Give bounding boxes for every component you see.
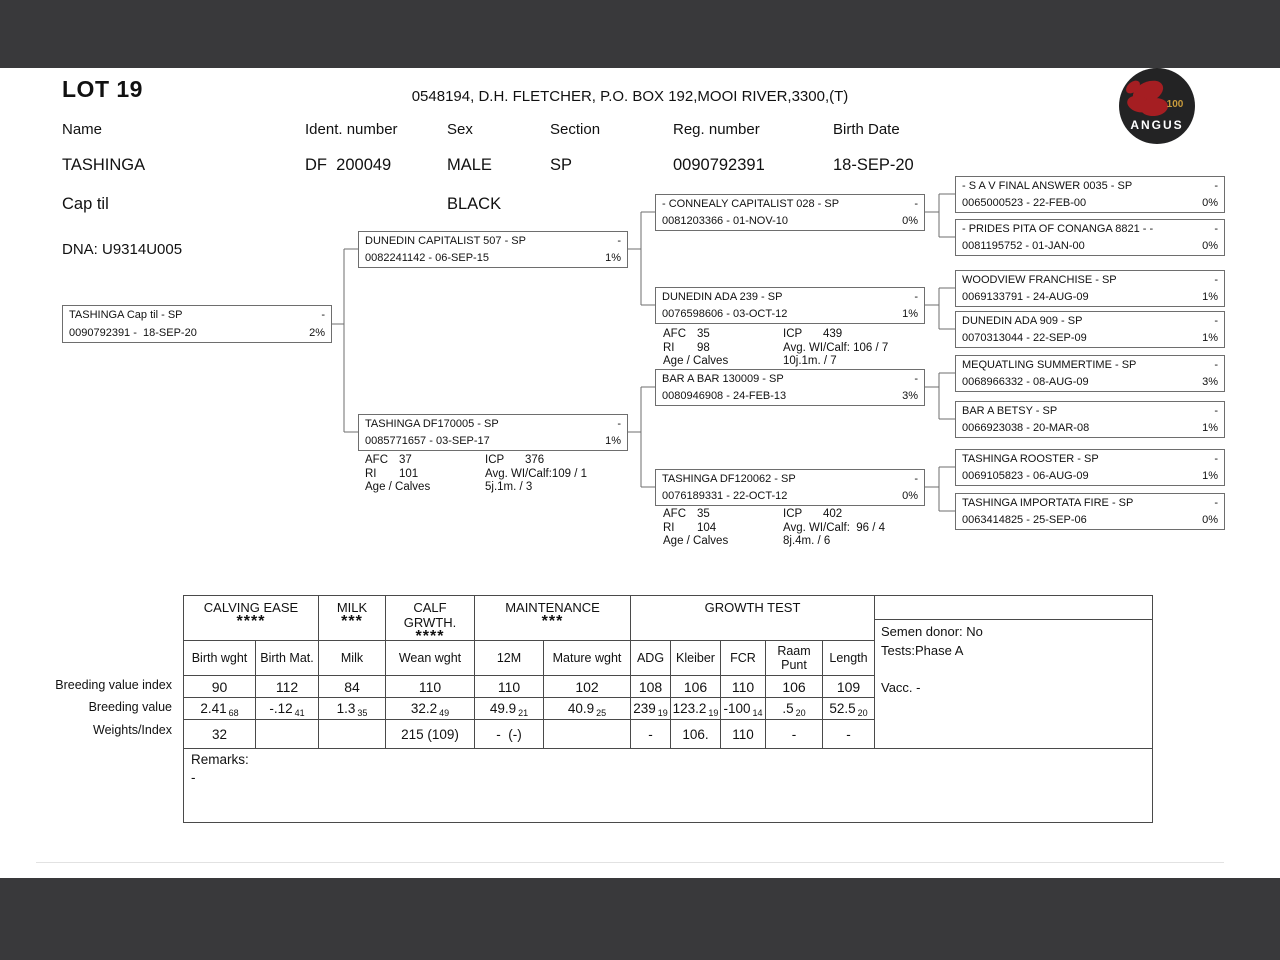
- bv-value-cell: 32.2 49: [386, 698, 475, 720]
- afc-label: AFC: [663, 508, 686, 520]
- pedigree-pct: 3%: [1202, 376, 1218, 388]
- value-name-second-line: Cap til: [62, 195, 109, 213]
- pedigree-reg-date: 0065000523 - 22-FEB-00: [962, 197, 1087, 209]
- bv-index-cell: 109: [823, 676, 875, 698]
- dna-line: DNA: U9314U005: [62, 241, 183, 258]
- afc-value: 35: [697, 508, 710, 520]
- row-label-breeding-value: Breeding value: [88, 700, 172, 714]
- pedigree-flag: -: [617, 235, 621, 247]
- pedigree-flag: -: [1214, 359, 1218, 371]
- bottom-bar: [0, 878, 1280, 960]
- remarks-value: -: [191, 770, 196, 785]
- label-sex: Sex: [447, 121, 473, 138]
- pedigree-box-ggp-2: [955, 219, 1225, 256]
- group-label: MAINTENANCE: [505, 600, 600, 615]
- tests: Tests:Phase A: [881, 643, 964, 658]
- ri-value: 104: [697, 521, 717, 534]
- pedigree-reg-date: 0070313044 - 22-SEP-09: [962, 332, 1087, 344]
- lot-title: LOT 19: [62, 76, 143, 102]
- label-reg-number: Reg. number: [673, 121, 760, 138]
- col-header-fcr: FCR: [721, 641, 766, 676]
- ri-label: RI: [663, 341, 675, 354]
- group-growth-test: [631, 596, 875, 641]
- pedigree-reg-date: 0082241142 - 06-SEP-15: [365, 252, 489, 264]
- pedigree-reg-date: 0076189331 - 22-OCT-12: [662, 490, 788, 502]
- bv-index-cell: 106: [671, 676, 721, 698]
- pedigree-name: TASHINGA DF120062 - SP: [662, 473, 796, 485]
- group-stars: ****: [415, 628, 445, 645]
- ri-label: RI: [663, 521, 675, 534]
- avg-wi-calf-value: 96 / 4: [849, 521, 886, 534]
- col-header-milk: Milk: [319, 641, 386, 676]
- bv-index-cell: 84: [319, 676, 386, 698]
- weights-cell: [319, 720, 386, 748]
- pedigree-pct: 0%: [1202, 514, 1218, 526]
- logo-brand-text: ANGUS: [1130, 118, 1184, 132]
- weights-cell: -: [823, 720, 875, 748]
- weights-cell: 106.: [671, 720, 721, 748]
- weights-cell: 110: [721, 720, 766, 748]
- icp-value: 402: [823, 508, 843, 520]
- pedigree-pct: 0%: [902, 215, 918, 227]
- bv-value-cell: 123.2 19: [671, 698, 721, 720]
- weights-cell: -: [766, 720, 823, 748]
- weights-cell: 215 (109): [386, 720, 475, 748]
- pedigree-flag: -: [1214, 180, 1218, 192]
- pedigree-name: BAR A BAR 130009 - SP: [662, 373, 784, 385]
- afc-label: AFC: [365, 454, 388, 466]
- pedigree-reg-date: 0090792391 - 18-SEP-20: [69, 327, 197, 339]
- pedigree-box-sire: [358, 231, 628, 268]
- pedigree-box-subject: [62, 305, 332, 343]
- pedigree-name: DUNEDIN ADA 909 - SP: [962, 315, 1083, 327]
- group-milk: [319, 596, 386, 641]
- label-name: Name: [62, 121, 103, 138]
- weights-cell: 32: [184, 720, 256, 748]
- bv-index-cell: 110: [721, 676, 766, 698]
- pedigree-box-ggp-3: [955, 270, 1225, 307]
- row-label-breeding-value-index: Breeding value index: [55, 678, 172, 692]
- col-header-kleiber: Kleiber: [671, 641, 721, 676]
- icp-value: 376: [525, 454, 545, 466]
- bv-index-cell: 106: [766, 676, 823, 698]
- pedigree-box-ggp-8: [955, 493, 1225, 530]
- pedigree-name: - S A V FINAL ANSWER 0035 - SP: [962, 180, 1133, 192]
- group-label: CALVING EASE: [203, 600, 299, 615]
- pedigree-box-ggp-1: [955, 176, 1225, 213]
- pedigree-flag: -: [617, 418, 621, 430]
- pedigree-pct: 1%: [902, 308, 918, 320]
- col-header-birth-mat: Birth Mat.: [256, 641, 319, 676]
- group-maintenance: [475, 596, 631, 641]
- avg-wi-calf-label: Avg. WI/Calf:: [485, 467, 552, 480]
- pedigree-flag: -: [1214, 274, 1218, 286]
- avg-wi-calf-label: Avg. WI/Calf:: [783, 341, 850, 354]
- bv-index-cell: 110: [386, 676, 475, 698]
- pedigree-name: BAR A BETSY - SP: [962, 405, 1058, 417]
- angus-logo: [1118, 67, 1196, 145]
- avg-wi-calf-value: 106 / 7: [849, 341, 889, 354]
- bv-index-cell: 112: [256, 676, 319, 698]
- pedigree-flag: -: [914, 473, 918, 485]
- pedigree-name: WOODVIEW FRANCHISE - SP: [962, 274, 1117, 286]
- pedigree-reg-date: 0068966332 - 08-AUG-09: [962, 376, 1089, 388]
- top-bar: [0, 0, 1280, 68]
- vaccination: Vacc. -: [881, 680, 921, 695]
- pedigree-name: TASHINGA ROOSTER - SP: [962, 453, 1099, 465]
- group-label: GROWTH TEST: [704, 600, 801, 615]
- weights-cell: [544, 720, 631, 748]
- age-calves-value: 8j.4m. / 6: [783, 535, 831, 547]
- accuracy: 41: [294, 707, 305, 718]
- age-calves-label: Age / Calves: [365, 481, 431, 493]
- accuracy: 25: [596, 707, 607, 718]
- col-header-raam-punt: Raam Punt: [766, 641, 823, 676]
- pedigree-box-ggp-4: [955, 311, 1225, 348]
- bv-value-cell: 52.5 20: [823, 698, 875, 720]
- weights-cell: [256, 720, 319, 748]
- pedigree-box-sires-sire: [655, 194, 925, 231]
- accuracy: 35: [357, 707, 368, 718]
- pedigree-flag: -: [1214, 497, 1218, 509]
- bv-grid: [184, 641, 875, 748]
- weights-cell: -: [631, 720, 671, 748]
- breeding-values-table: [183, 595, 1153, 823]
- col-header-12m: 12M: [475, 641, 544, 676]
- bv-value-cell: 49.9 21: [475, 698, 544, 720]
- pedigree-reg-date: 0076598606 - 03-OCT-12: [662, 308, 788, 320]
- pedigree-flag: -: [1214, 453, 1218, 465]
- label-birth-date: Birth Date: [833, 121, 900, 138]
- pedigree-pct: 2%: [309, 327, 325, 339]
- accuracy: 14: [752, 707, 763, 718]
- pedigree-flag: -: [914, 291, 918, 303]
- pedigree-reg-date: 0080946908 - 24-FEB-13: [662, 390, 787, 402]
- age-calves-value: 5j.1m. / 3: [485, 481, 533, 493]
- col-header-birth-wght: Birth wght: [184, 641, 256, 676]
- value-section: SP: [550, 156, 573, 174]
- accuracy: 19: [708, 707, 719, 718]
- semen-donor: Semen donor: No: [881, 624, 983, 639]
- pedigree-name: TASHINGA IMPORTATA FIRE - SP: [962, 497, 1134, 509]
- value-colour: BLACK: [447, 195, 502, 213]
- group-stars: ***: [541, 613, 564, 630]
- avg-wi-calf-value: 109 / 1: [551, 467, 588, 480]
- pedigree-name: DUNEDIN CAPITALIST 507 - SP: [365, 235, 526, 247]
- value-ident-number: DF 200049: [305, 156, 392, 174]
- bv-value-cell: 40.9 25: [544, 698, 631, 720]
- accuracy: 21: [518, 707, 529, 718]
- age-calves-label: Age / Calves: [663, 535, 729, 547]
- pedigree-reg-date: 0085771657 - 03-SEP-17: [365, 435, 490, 447]
- value-sex: MALE: [447, 156, 492, 174]
- icp-label: ICP: [783, 328, 803, 340]
- pedigree-box-ggp-5: [955, 355, 1225, 392]
- value-reg-number: 0090792391: [673, 156, 765, 174]
- pedigree-name: TASHINGA DF170005 - SP: [365, 418, 499, 430]
- logo-years-text: 100: [1166, 99, 1184, 110]
- pedigree-reg-date: 0066923038 - 20-MAR-08: [962, 422, 1090, 434]
- accuracy: 68: [228, 707, 239, 718]
- dams-dam-fertility-stats: [663, 508, 885, 549]
- pedigree-pct: 3%: [902, 390, 918, 402]
- bv-value-cell: 1.3 35: [319, 698, 386, 720]
- pedigree-reg-date: 0081203366 - 01-NOV-10: [662, 215, 788, 227]
- footer-divider: [36, 862, 1224, 863]
- pedigree-name: TASHINGA Cap til - SP: [69, 309, 183, 321]
- pedigree-flag: -: [321, 309, 325, 321]
- bv-index-cell: 102: [544, 676, 631, 698]
- value-birth-date: 18-SEP-20: [833, 156, 914, 174]
- ri-value: 101: [399, 467, 419, 480]
- pedigree-flag: -: [1214, 223, 1218, 235]
- accuracy: 20: [795, 707, 806, 718]
- group-label: MILK: [336, 600, 368, 615]
- pedigree-box-dam: [358, 414, 628, 451]
- bv-index-cell: 108: [631, 676, 671, 698]
- pedigree-flag: -: [914, 373, 918, 385]
- pedigree-flag: -: [1214, 405, 1218, 417]
- pedigree-pct: 0%: [1202, 240, 1218, 252]
- col-header-wean-wght: Wean wght: [386, 641, 475, 676]
- accuracy: 19: [657, 707, 668, 718]
- pedigree-flag: -: [914, 198, 918, 210]
- breeder-line: 0548194, D.H. FLETCHER, P.O. BOX 192,MOOI RIVER,3300,(T): [411, 88, 849, 105]
- remarks-section: [184, 748, 1152, 822]
- bv-index-cell: 110: [475, 676, 544, 698]
- dam-fertility-stats: [365, 454, 587, 495]
- info-divider: [875, 619, 1152, 620]
- weights-cell: - (-): [475, 720, 544, 748]
- pedigree-pct: 1%: [1202, 291, 1218, 303]
- pedigree-pct: 1%: [1202, 422, 1218, 434]
- pedigree-name: MEQUATLING SUMMERTIME - SP: [962, 359, 1137, 371]
- group-calving-ease: [184, 596, 319, 641]
- ri-label: RI: [365, 467, 377, 480]
- age-calves-value: 10j.1m. / 7: [783, 355, 837, 367]
- afc-label: AFC: [663, 328, 686, 340]
- afc-value: 37: [399, 454, 412, 466]
- pedigree-box-ggp-7: [955, 449, 1225, 486]
- pedigree-flag: -: [1214, 315, 1218, 327]
- pedigree-box-dams-dam: [655, 469, 925, 506]
- group-stars: ****: [236, 613, 266, 630]
- pedigree-box-ggp-6: [955, 401, 1225, 438]
- label-section: Section: [550, 121, 601, 138]
- pedigree-pct: 1%: [605, 252, 621, 264]
- age-calves-label: Age / Calves: [663, 355, 729, 367]
- bv-value-cell: -100 14: [721, 698, 766, 720]
- col-header-adg: ADG: [631, 641, 671, 676]
- pedigree-name: - PRIDES PITA OF CONANGA 8821 - -: [962, 223, 1154, 235]
- pedigree-name: DUNEDIN ADA 239 - SP: [662, 291, 783, 303]
- accuracy: 49: [439, 707, 450, 718]
- remarks-label: Remarks:: [191, 752, 249, 767]
- pedigree-reg-date: 0069105823 - 06-AUG-09: [962, 470, 1089, 482]
- group-stars: ***: [341, 613, 363, 630]
- bv-index-cell: 90: [184, 676, 256, 698]
- bv-value-cell: -.12 41: [256, 698, 319, 720]
- pedigree-reg-date: 0081195752 - 01-JAN-00: [962, 240, 1085, 252]
- pedigree-reg-date: 0069133791 - 24-AUG-09: [962, 291, 1089, 303]
- pedigree-pct: 1%: [605, 435, 621, 447]
- col-header-length: Length: [823, 641, 875, 676]
- bv-value-cell: .5 20: [766, 698, 823, 720]
- ri-value: 98: [697, 341, 710, 354]
- group-calf-growth: [386, 596, 475, 645]
- col-header-mature-wght: Mature wght: [544, 641, 631, 676]
- table-info-panel: [875, 596, 1152, 748]
- accuracy: 20: [857, 707, 868, 718]
- pedigree-box-sires-dam: [655, 287, 925, 324]
- bv-value-cell: 239 19: [631, 698, 671, 720]
- pedigree-pct: 0%: [902, 490, 918, 502]
- label-ident-number: Ident. number: [305, 121, 398, 138]
- row-label-weights-index: Weights/Index: [93, 723, 172, 737]
- value-name: TASHINGA: [62, 156, 146, 174]
- pedigree-pct: 1%: [1202, 332, 1218, 344]
- bv-value-cell: 2.41 68: [184, 698, 256, 720]
- icp-label: ICP: [485, 454, 505, 466]
- sires-dam-fertility-stats: [663, 328, 888, 369]
- pedigree-reg-date: 0063414825 - 25-SEP-06: [962, 514, 1087, 526]
- pedigree-name: - CONNEALY CAPITALIST 028 - SP: [662, 198, 840, 210]
- avg-wi-calf-label: Avg. WI/Calf:: [783, 521, 850, 534]
- icp-value: 439: [823, 328, 843, 340]
- pedigree-pct: 1%: [1202, 470, 1218, 482]
- group-label: CALF GRWTH.: [403, 600, 457, 630]
- pedigree-pct: 0%: [1202, 197, 1218, 209]
- afc-value: 35: [697, 328, 710, 340]
- icp-label: ICP: [783, 508, 803, 520]
- pedigree-box-dams-sire: [655, 369, 925, 406]
